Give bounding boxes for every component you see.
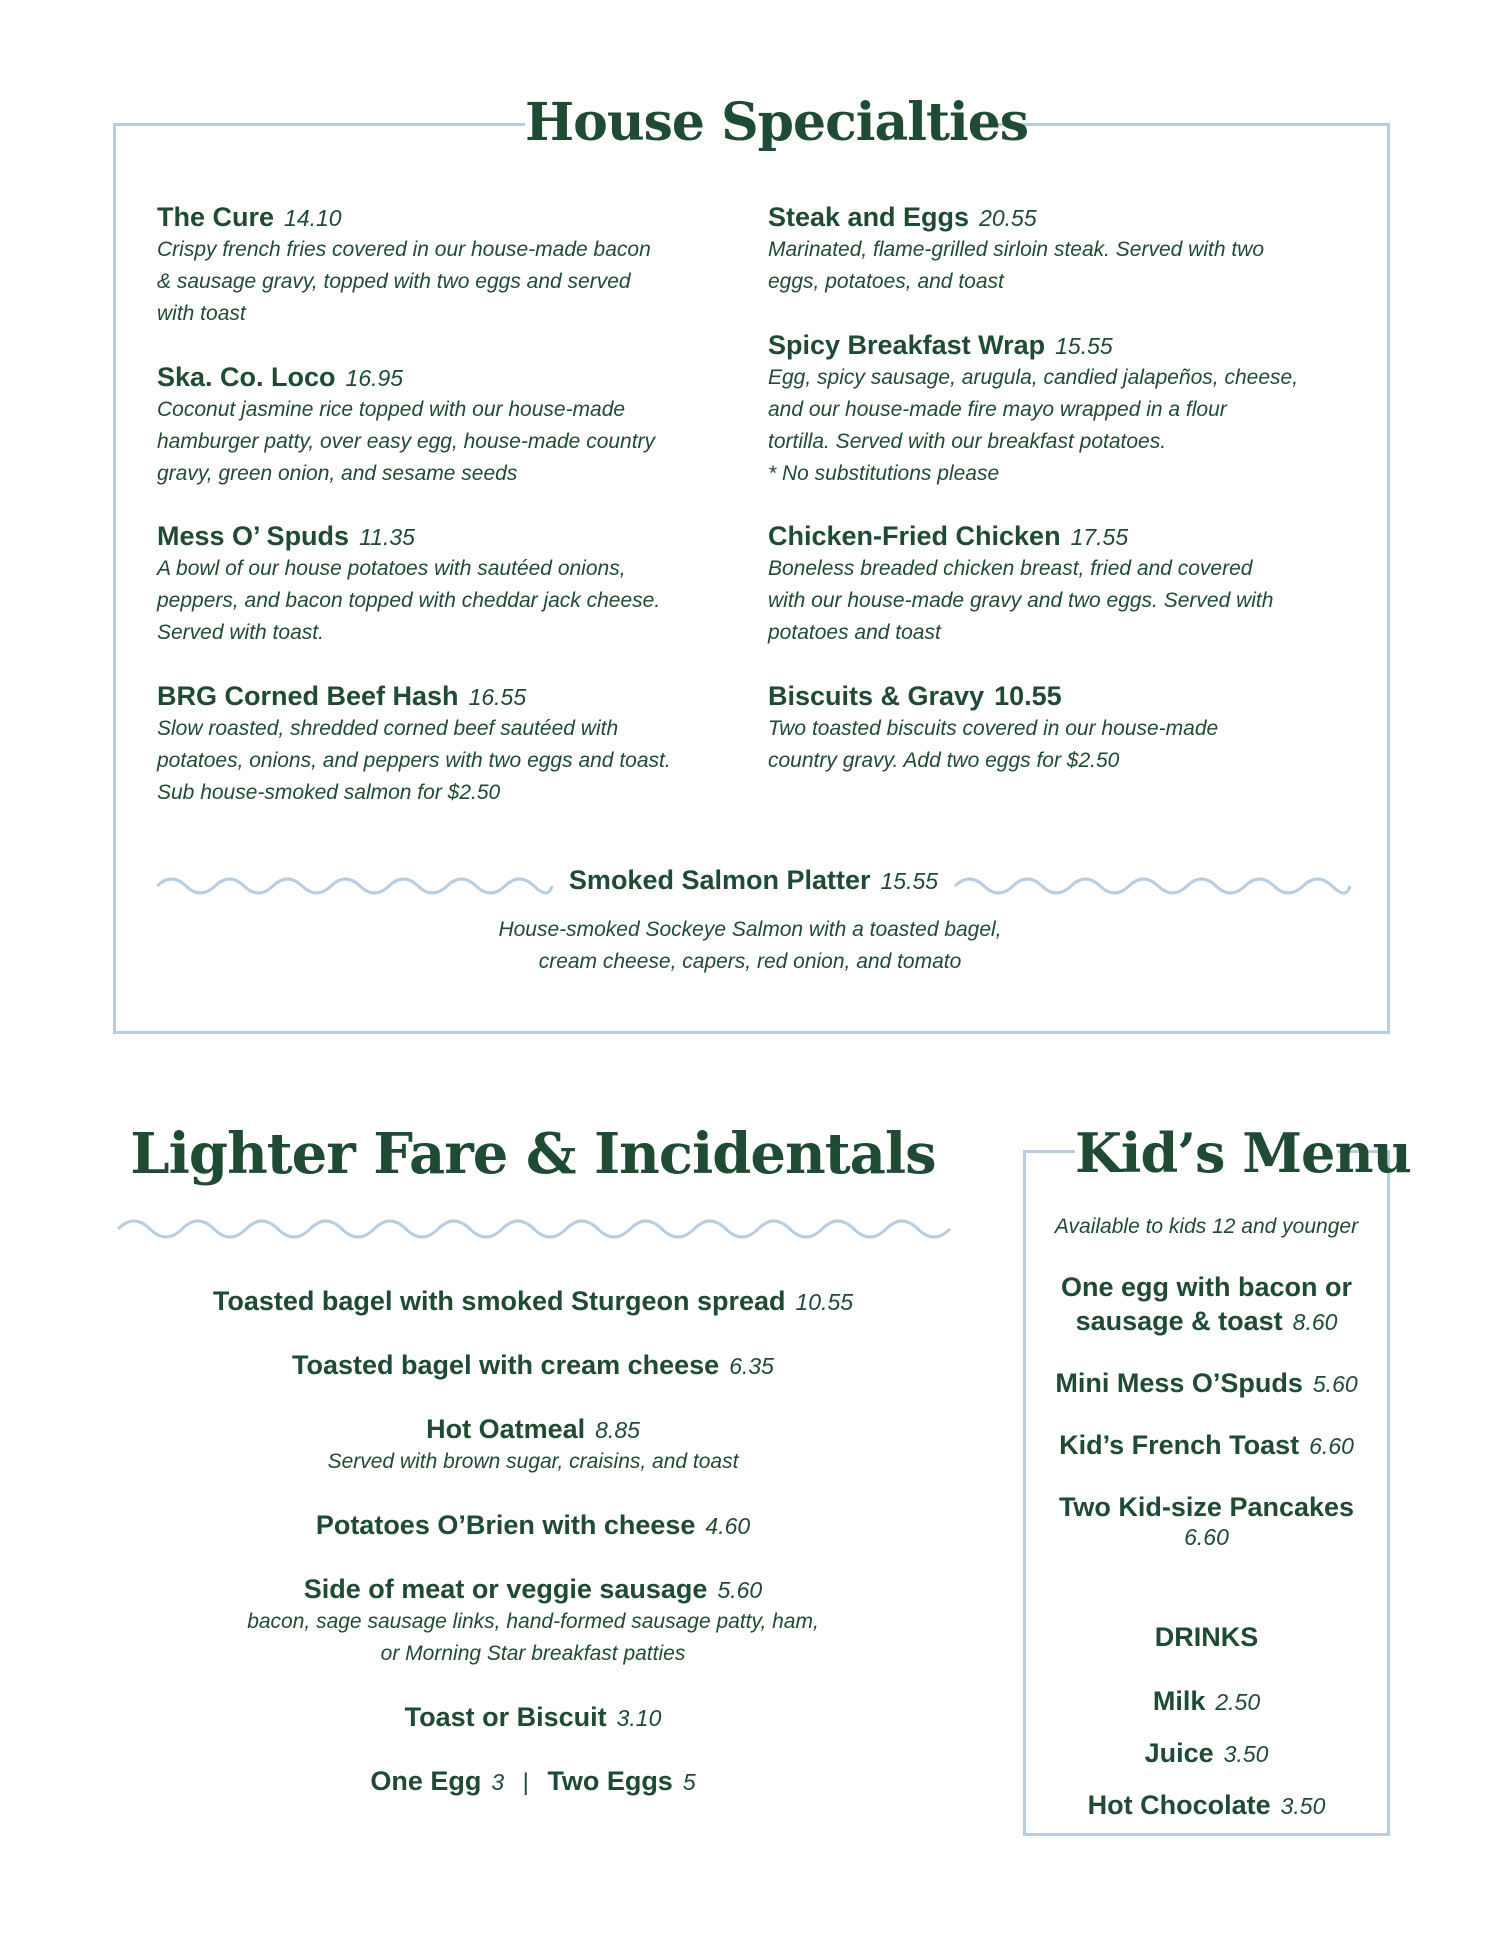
lighter-item-eggs bbox=[118, 1764, 948, 1798]
kids-item-french-toast bbox=[1026, 1428, 1387, 1462]
item-name: Toasted bagel with smoked Sturgeon spread bbox=[212, 1286, 786, 1316]
menu-item-corned-beef-hash bbox=[157, 679, 737, 809]
item-name: The Cure bbox=[157, 202, 275, 232]
item-name: Toast or Biscuit bbox=[404, 1702, 607, 1732]
lighter-fare-title: Lighter Fare & Incidentals bbox=[130, 1121, 936, 1187]
item-name-line2: sausage & toast bbox=[1075, 1306, 1283, 1336]
item-name: Steak and Eggs bbox=[768, 202, 970, 232]
item-price: 3.10 bbox=[616, 1705, 662, 1731]
drinks-heading: DRINKS bbox=[1154, 1622, 1259, 1652]
lighter-item-bagel-cream-cheese bbox=[118, 1348, 948, 1382]
item-name: Ska. Co. Loco bbox=[157, 362, 336, 392]
item-name: Kid’s French Toast bbox=[1059, 1430, 1300, 1460]
item-name: Potatoes O’Brien with cheese bbox=[315, 1510, 696, 1540]
item-price: 15.55 bbox=[1055, 333, 1113, 359]
item-desc: Coconut jasmine rice topped with our house-made hamburger patty, over easy egg, house-made country gravy, green onion, and sesame seeds bbox=[157, 398, 656, 485]
item-price: 15.55 bbox=[880, 868, 939, 894]
item-name: Chicken-Fried Chicken bbox=[768, 521, 1061, 551]
lighter-item-side-of-meat bbox=[118, 1572, 948, 1670]
item-name: Two Kid-size Pancakes bbox=[1058, 1492, 1355, 1522]
house-specialties-title: House Specialties bbox=[525, 88, 975, 158]
item-price: 2.50 bbox=[1215, 1689, 1261, 1715]
item-name: Smoked Salmon Platter bbox=[568, 865, 871, 895]
item-price: 14.10 bbox=[284, 205, 342, 231]
item-name: Spicy Breakfast Wrap bbox=[768, 330, 1046, 360]
platter-desc: House-smoked Sockeye Salmon with a toasted bagel, cream cheese, capers, red onion, and tomato bbox=[498, 918, 1002, 973]
item-name: Hot Oatmeal bbox=[426, 1414, 586, 1444]
menu-item-steak-and-eggs bbox=[768, 200, 1358, 298]
one-egg-price: 3 bbox=[491, 1769, 505, 1795]
menu-item-biscuits-and-gravy bbox=[768, 679, 1358, 777]
item-price: 4.60 bbox=[705, 1513, 751, 1539]
item-price: 5.60 bbox=[1312, 1371, 1358, 1397]
item-price: 8.60 bbox=[1292, 1309, 1338, 1335]
item-name: Juice bbox=[1144, 1738, 1214, 1768]
wave-divider-left bbox=[157, 874, 552, 898]
item-price: 5.60 bbox=[717, 1577, 763, 1603]
item-price: 3.50 bbox=[1280, 1793, 1326, 1819]
item-price: 6.60 bbox=[1309, 1433, 1354, 1459]
item-name: BRG Corned Beef Hash bbox=[157, 681, 459, 711]
item-name: Mini Mess O’Spuds bbox=[1055, 1368, 1303, 1398]
item-price: 10.55 bbox=[795, 1289, 854, 1315]
item-price: 11.35 bbox=[359, 524, 415, 550]
menu-item-spicy-breakfast-wrap bbox=[768, 328, 1358, 490]
item-name: Milk bbox=[1152, 1686, 1206, 1716]
item-desc: Boneless breaded chicken breast, fried and covered with our house-made gravy and two eggs. Served with potatoes and toast bbox=[768, 557, 1274, 644]
item-price: 6.60 bbox=[1184, 1524, 1229, 1550]
kids-menu-title: Kid’s Menu bbox=[1075, 1115, 1338, 1191]
item-desc: Served with brown sugar, craisins, and toast bbox=[327, 1450, 739, 1473]
kids-menu-note: Available to kids 12 and younger bbox=[1054, 1215, 1359, 1238]
lighter-item-toast-or-biscuit bbox=[118, 1700, 948, 1734]
item-price: 10.55 bbox=[994, 681, 1062, 711]
item-name: Mess O’ Spuds bbox=[157, 521, 350, 551]
item-desc: Crispy french fries covered in our house-made bacon & sausage gravy, topped with two eggs and served with toast bbox=[157, 238, 651, 325]
item-name: Hot Chocolate bbox=[1087, 1790, 1271, 1820]
kids-item-pancakes bbox=[1026, 1490, 1387, 1551]
item-price: 8.85 bbox=[595, 1417, 640, 1443]
menu-item-ska-co-loco bbox=[157, 360, 737, 490]
menu-item-smoked-salmon-platter bbox=[552, 863, 955, 897]
wave-divider-lighter bbox=[118, 1216, 950, 1242]
item-desc: A bowl of our house potatoes with sautéed onions, peppers, and bacon topped with cheddar jack cheese. Served with toast. bbox=[157, 557, 661, 644]
item-price: 3.50 bbox=[1223, 1741, 1269, 1767]
item-price: 16.55 bbox=[468, 684, 527, 710]
lighter-item-potatoes-obrien bbox=[118, 1508, 948, 1542]
menu-item-the-cure bbox=[157, 200, 737, 330]
item-desc: Marinated, flame-grilled sirloin steak. Served with two eggs, potatoes, and toast bbox=[768, 238, 1265, 293]
two-eggs-name: Two Eggs bbox=[547, 1766, 673, 1796]
drink-juice bbox=[1026, 1736, 1387, 1770]
item-price: 17.55 bbox=[1070, 524, 1129, 550]
item-price: 6.35 bbox=[729, 1353, 774, 1379]
item-name: Biscuits & Gravy bbox=[768, 681, 985, 711]
egg-separator: | bbox=[522, 1769, 529, 1796]
menu-item-chicken-fried-chicken bbox=[768, 519, 1358, 649]
drink-hot-chocolate bbox=[1026, 1788, 1387, 1822]
item-price: 16.95 bbox=[345, 365, 404, 391]
one-egg-name: One Egg bbox=[370, 1766, 482, 1796]
kids-item-egg-bacon bbox=[1026, 1270, 1387, 1338]
kids-item-mini-mess bbox=[1026, 1366, 1387, 1400]
item-desc: Slow roasted, shredded corned beef sautéed with potatoes, onions, and peppers with two eggs and toast. Sub house-smoked salmon for $2.50 bbox=[157, 717, 671, 804]
item-price: 20.55 bbox=[979, 205, 1037, 231]
item-desc: Egg, spicy sausage, arugula, candied jalapeños, cheese, and our house-made fire mayo wrapped in a flour tortilla. Served with our breakfast potatoes. * No substitutions please bbox=[768, 366, 1299, 485]
wave-divider-right bbox=[955, 874, 1350, 898]
lighter-item-bagel-sturgeon bbox=[118, 1284, 948, 1318]
item-desc: bacon, sage sausage links, hand-formed sausage patty, ham, or Morning Star breakfast patties bbox=[247, 1610, 819, 1665]
item-name: Side of meat or veggie sausage bbox=[303, 1574, 708, 1604]
item-desc: Two toasted biscuits covered in our house-made country gravy. Add two eggs for $2.50 bbox=[768, 717, 1219, 772]
item-name: Toasted bagel with cream cheese bbox=[292, 1350, 720, 1380]
menu-item-mess-o-spuds bbox=[157, 519, 737, 649]
item-name-line1: One egg with bacon or bbox=[1060, 1272, 1352, 1302]
lighter-item-hot-oatmeal bbox=[118, 1412, 948, 1478]
two-eggs-price: 5 bbox=[682, 1769, 696, 1795]
drink-milk bbox=[1026, 1684, 1387, 1718]
